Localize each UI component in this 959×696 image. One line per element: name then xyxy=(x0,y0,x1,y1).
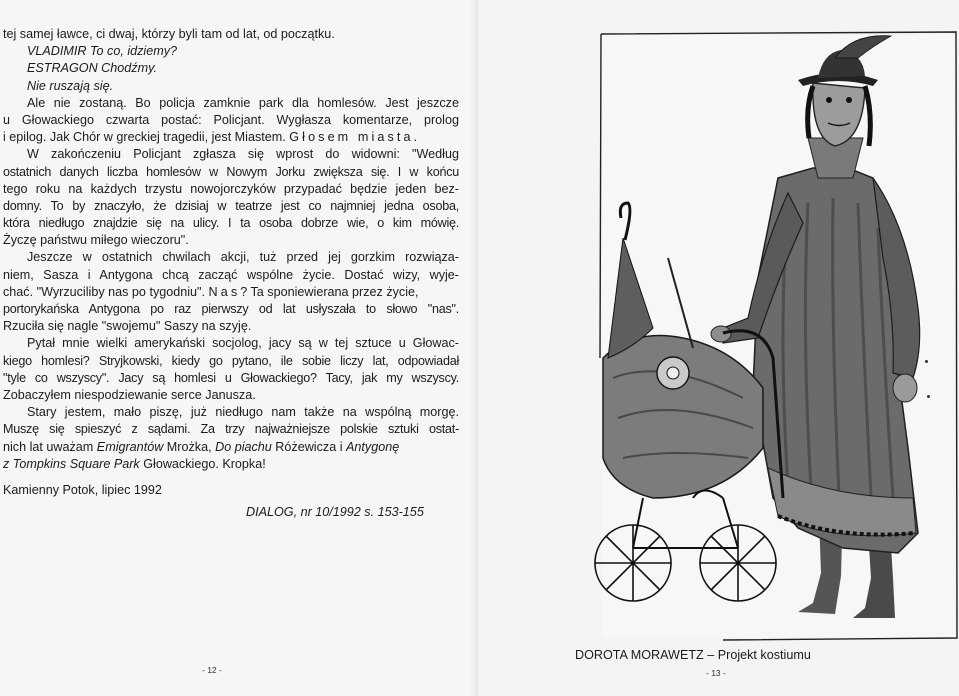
text-line: nich lat uważam Emigrantów Mrożka, Do piachu Różewicza i Antygonę xyxy=(3,439,400,454)
text-line: domny. To by znaczyło, że dzisiaj w teatrze jest co najmniej jedna osoba, xyxy=(3,198,459,213)
page-number-left: - 12 - xyxy=(202,665,222,675)
text-line: tego roku na każdych trzystu nowojorczyków przypadać będzie jeden bez- xyxy=(3,181,459,196)
pram-wheel-front xyxy=(700,525,776,601)
stage-line-estragon: ESTRAGON Chodźmy. xyxy=(27,61,157,76)
text-line: Jeszcze w ostatnich chwilach akcji, tuż przed jej gorzkim rozwiąza- xyxy=(27,250,459,265)
text-line: która niedługo znajdzie się na ulicy. I ta osoba dobrze wie, o kim mówię. xyxy=(3,216,459,231)
text-line: Zobaczyłem niespodziewanie serce Janusza. xyxy=(3,387,256,402)
text-line: Muszę się spieszyć z sądami. Za trzy najważniejsze polskie sztuki ostat- xyxy=(3,422,459,437)
stage-direction: Nie ruszają się. xyxy=(27,78,114,93)
text-line: Rzuciła się nagle "swojemu" Saszy na szyję. xyxy=(3,319,252,334)
text-line: ostatnich danych liczba homlesów w Nowym Jorku zwiększa się. I w końcu xyxy=(3,164,459,179)
title-antygona: Antygonę xyxy=(346,439,400,454)
text-line: chać. "Wyrzuciliby nas po tygodniu". Nas? Ta sponiewierana przez życie, xyxy=(3,284,419,299)
text-line: W zakończeniu Policjant zgłasza się wprost do widowni: "Według xyxy=(27,147,459,162)
text-line: Życzę państwu miłego wieczoru". xyxy=(3,233,189,248)
spaced-emphasis: Głosem miasta xyxy=(289,130,414,145)
essay-text xyxy=(3,26,459,473)
caption-artist: DOROTA MORAWETZ xyxy=(575,648,704,662)
text-line: Ale nie zostaną. Bo policja zamknie park dla homlesów. Jest jeszcze xyxy=(27,95,459,110)
illustration-caption xyxy=(575,648,811,662)
title-antygona-cont: z Tompkins Square Park xyxy=(3,456,140,471)
text-line: kiego homlesi? Stryjkowski, kiedy go pytano, ile sobie liczy lat, odpowiadał xyxy=(3,353,459,368)
text-line: Pytał mnie wielki amerykański socjolog, jacy są w tej sztuce u Głowac- xyxy=(27,336,459,351)
text-line: z Tompkins Square Park Głowackiego. Kropka! xyxy=(3,456,266,471)
pram-wheel-back xyxy=(595,525,671,601)
stage-line-vladimir: VLADIMIR To co, idziemy? xyxy=(27,44,178,59)
print-speck xyxy=(927,395,930,398)
spaced-emphasis: Nas xyxy=(208,284,241,299)
source-citation: DIALOG, nr 10/1992 s. 153-155 xyxy=(246,505,424,519)
title-emigranci: Emigrantów xyxy=(96,439,164,454)
costume-design-illustration xyxy=(573,28,958,642)
text-line: niem, Sasza i Antygona chcą zacząć wspólne życie. Dostać wizy, wyje- xyxy=(3,267,459,282)
text-line: Stary jestem, mało piszę, już niedługo nam także na wspólną morgę. xyxy=(27,405,459,420)
text-line: u Głowackiego czwarta postać: Policjant. Wygłasza komentarze, prolog xyxy=(3,112,459,127)
text-line: "tyle co wszyscy". Jacy są homlesi u Głowackiego? Tacy, jak my wszyscy. xyxy=(3,370,459,385)
page-number-right: - 13 - xyxy=(706,668,726,678)
print-speck xyxy=(925,360,928,363)
caption-title: – Projekt kostiumu xyxy=(703,648,811,662)
text-line: i epilog. Jak Chór w greckiej tragedii, jest Miastem. Głosem miasta. xyxy=(3,130,418,145)
place-date: Kamienny Potok, lipiec 1992 xyxy=(3,483,162,497)
text-line: portorykańska Antygona po raz pierwszy od lat usłyszała to słowo "nas". xyxy=(3,302,459,316)
text-line: tej samej ławce, ci dwaj, którzy byli tam od lat, od początku. xyxy=(3,27,335,41)
left-page xyxy=(0,0,478,696)
title-do-piachu: Do piachu xyxy=(215,439,272,454)
